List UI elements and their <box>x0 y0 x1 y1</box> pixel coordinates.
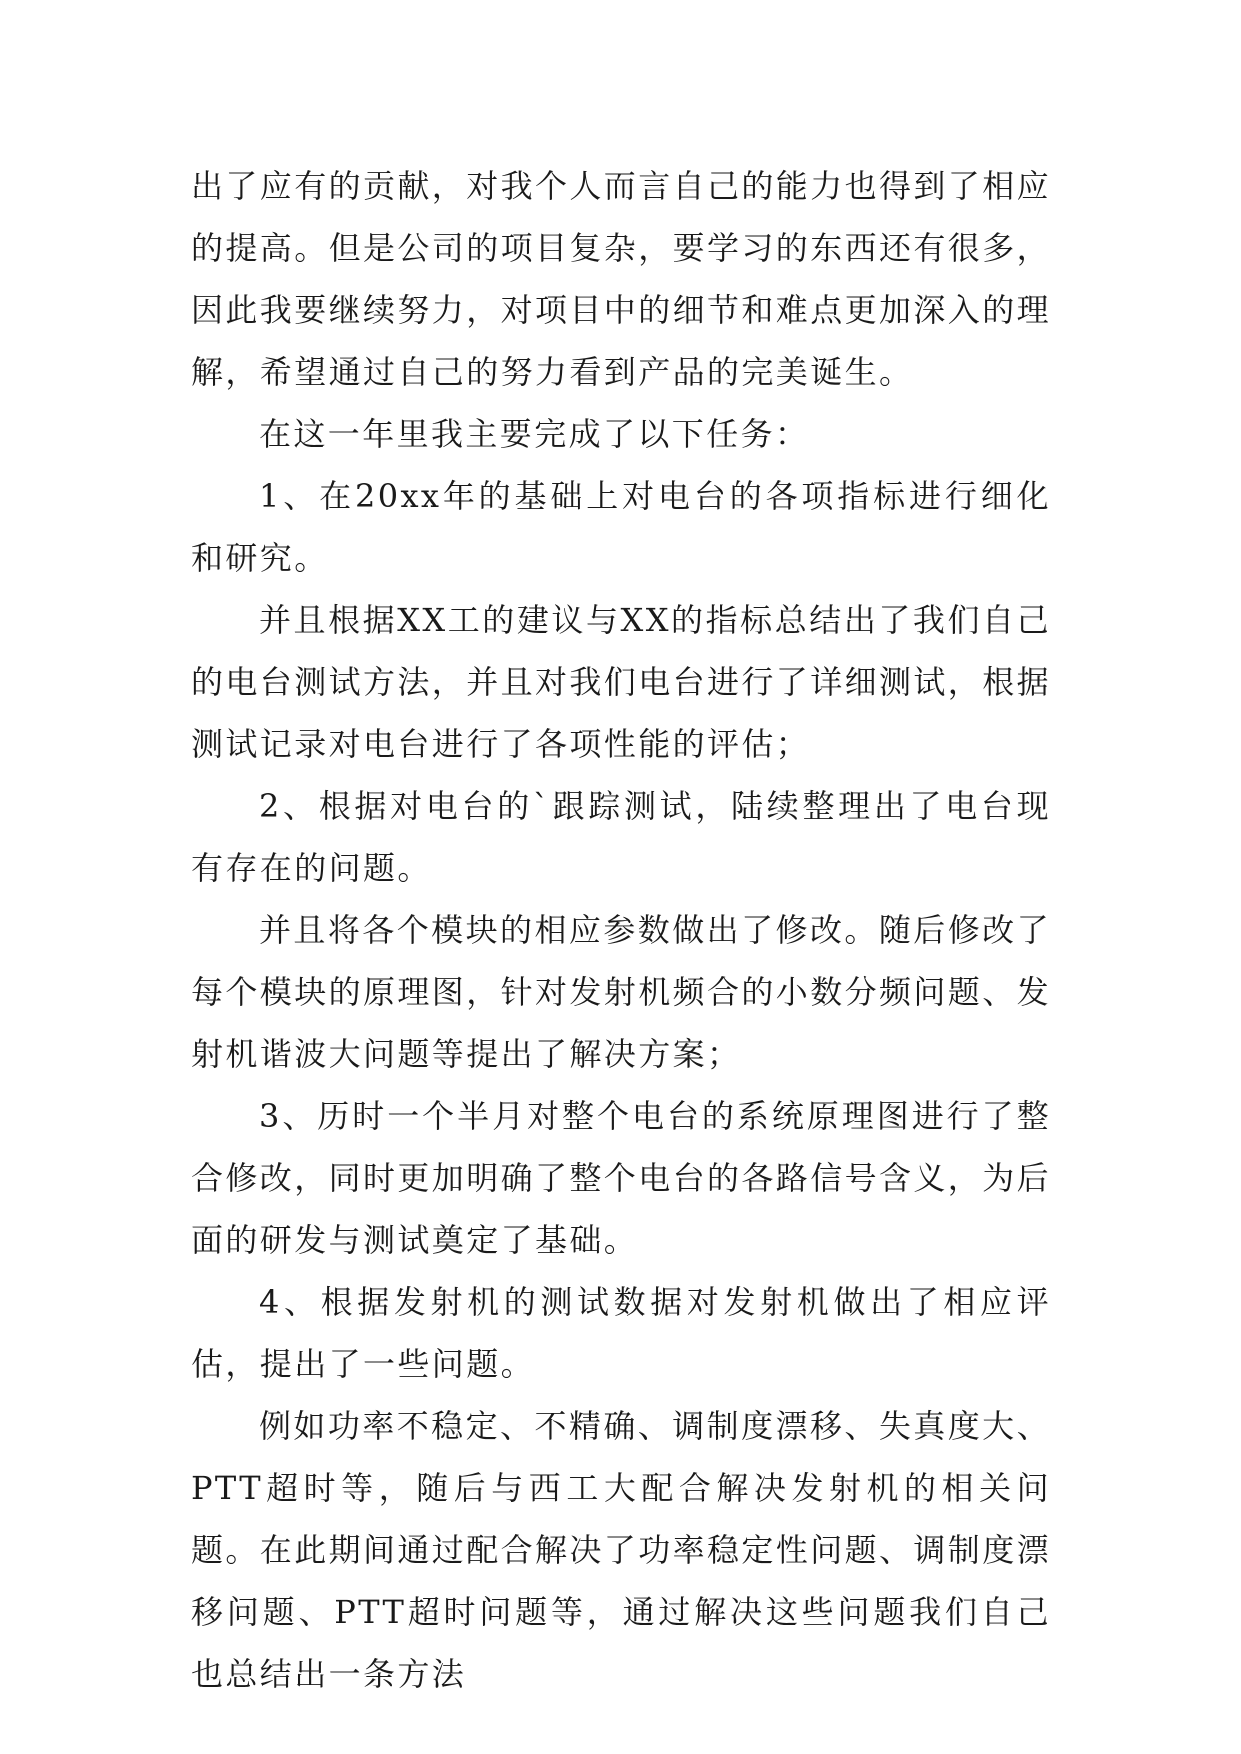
paragraph-1: 出了应有的贡献，对我个人而言自己的能力也得到了相应的提高。但是公司的项目复杂，要学习的东西还有很多，因此我要继续努力，对项目中的细节和难点更加深入的理解，希望通过自己的努力看到产品的完美诞生。 <box>191 167 1052 391</box>
paragraph-9: 例如功率不稳定、不精确、调制度漂移、失真度大、PTT超时等，随后与西工大配合解决发射机的相关问题。在此期间通过配合解决了功率稳定性问题、调制度漂移问题、PTT超时问题等，通过解决这些问题我们自己也总结出一条方法 <box>191 1407 1052 1693</box>
paragraph-5: 2、根据对电台的`跟踪测试，陆续整理出了电台现有存在的问题。 <box>191 787 1051 887</box>
document-body <box>191 155 1051 1705</box>
paragraph-2: 在这一年里我主要完成了以下任务： <box>259 415 810 453</box>
paragraph-6: 并且将各个模块的相应参数做出了修改。随后修改了每个模块的原理图，针对发射机频合的小数分频问题、发射机谐波大问题等提出了解决方案； <box>191 911 1052 1073</box>
paragraph-7: 3、历时一个半月对整个电台的系统原理图进行了整合修改，同时更加明确了整个电台的各路信号含义，为后面的研发与测试奠定了基础。 <box>191 1097 1052 1259</box>
paragraph-4: 并且根据XX工的建议与XX的指标总结出了我们自己的电台测试方法，并且对我们电台进行了详细测试，根据测试记录对电台进行了各项性能的评估； <box>191 601 1052 763</box>
paragraph-8: 4、根据发射机的测试数据对发射机做出了相应评估，提出了一些问题。 <box>191 1283 1051 1383</box>
paragraph-3: 1、在20xx年的基础上对电台的各项指标进行细化和研究。 <box>191 477 1051 577</box>
